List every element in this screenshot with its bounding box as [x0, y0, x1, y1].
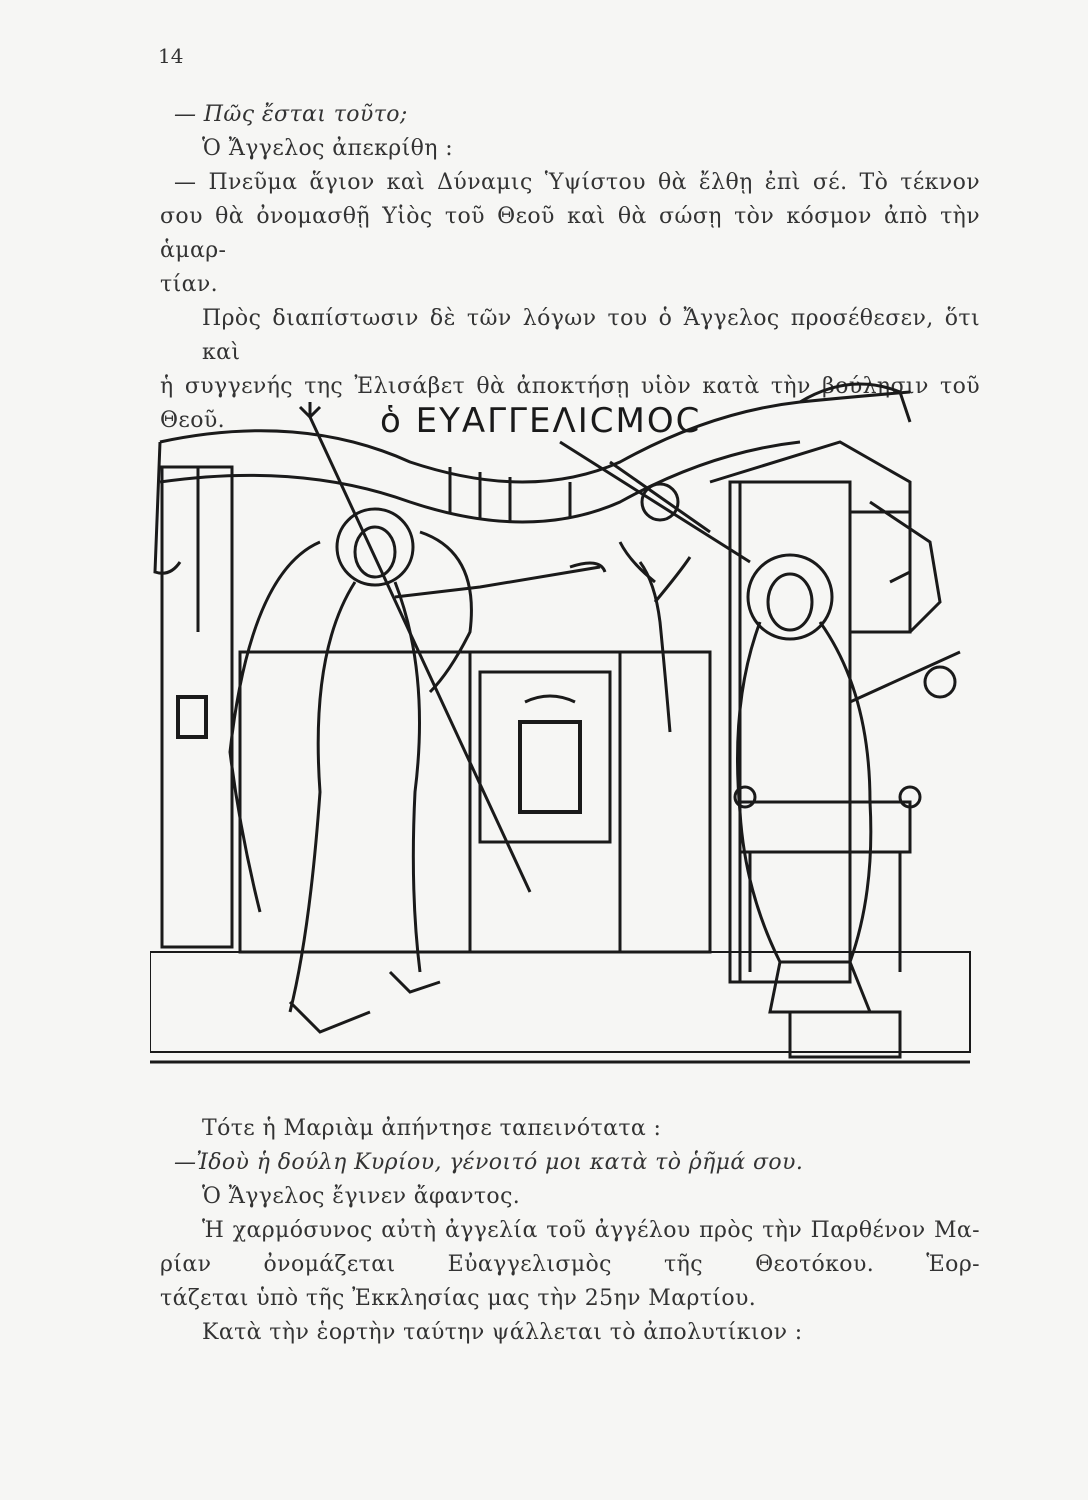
central-wall: [240, 652, 710, 952]
text-line: — Πῶς ἔσται τοῦτο;: [174, 102, 408, 127]
text-line: Κατὰ τὴν ἑορτὴν ταύτην ψάλλεται τὸ ἀπολυτίκιον :: [202, 1320, 803, 1345]
bottom-text-block: [160, 1112, 980, 1350]
right-building: [710, 442, 940, 982]
text-line: Ὁ Ἄγγελος ἔγινεν ἄφαντος.: [202, 1184, 521, 1209]
annunciation-illustration: [150, 372, 980, 1090]
text-line: Πρὸς διαπίστωσιν δὲ τῶν λόγων του ὁ Ἄγγελος προσέθεσεν, ὅτι καὶ: [202, 306, 980, 365]
text-line: ἡ συγγενής της Ἐλισάβετ θὰ ἀποκτήσῃ υἱὸν κατὰ τὴν βούλησιν τοῦ Θεοῦ.: [160, 374, 980, 433]
text-line: Ἡ χαρμόσυνος αὐτὴ ἀγγελία τοῦ ἀγγέλου πρὸς τὴν Παρθένον Μα-: [202, 1218, 980, 1243]
illustration-caption: ὁ ΕΥΑΓΓΕΛΙCΜΟC: [380, 401, 702, 441]
text-line: σου θὰ ὀνομασθῇ Υἱὸς τοῦ Θεοῦ καὶ θὰ σώσῃ τὸν κόσμον ἀπὸ τὴν ἁμαρ-: [160, 204, 980, 263]
text-line: —Ἰδοὺ ἡ δούλη Κυρίου, γένοιτό μοι κατὰ τὸ ῥῆμά σου.: [174, 1150, 804, 1175]
page-number: 14: [158, 44, 184, 68]
tree: [620, 542, 690, 732]
text-line: τάζεται ὑπὸ τῆς Ἐκκλησίας μας τὴν 25ην Μαρτίου.: [160, 1286, 757, 1311]
text-line: ρίαν ὀνομάζεται Εὐαγγελισμὸς τῆς Θεοτόκου. Ἑορ-: [160, 1252, 980, 1277]
text-line: Ὁ Ἄγγελος ἀπεκρίθη :: [202, 136, 454, 161]
left-building: [162, 467, 232, 947]
text-line: — Πνεῦμα ἅγιον καὶ Δύναμις Ὑψίστου θὰ ἔλθῃ ἐπὶ σέ. Τὸ τέκνον: [174, 170, 980, 195]
text-line: τίαν.: [160, 272, 219, 297]
text-line: Τότε ἡ Μαριὰμ ἀπήντησε ταπεινότατα :: [202, 1116, 662, 1141]
dove-ray: [560, 442, 750, 562]
angel-figure: [230, 402, 605, 1032]
